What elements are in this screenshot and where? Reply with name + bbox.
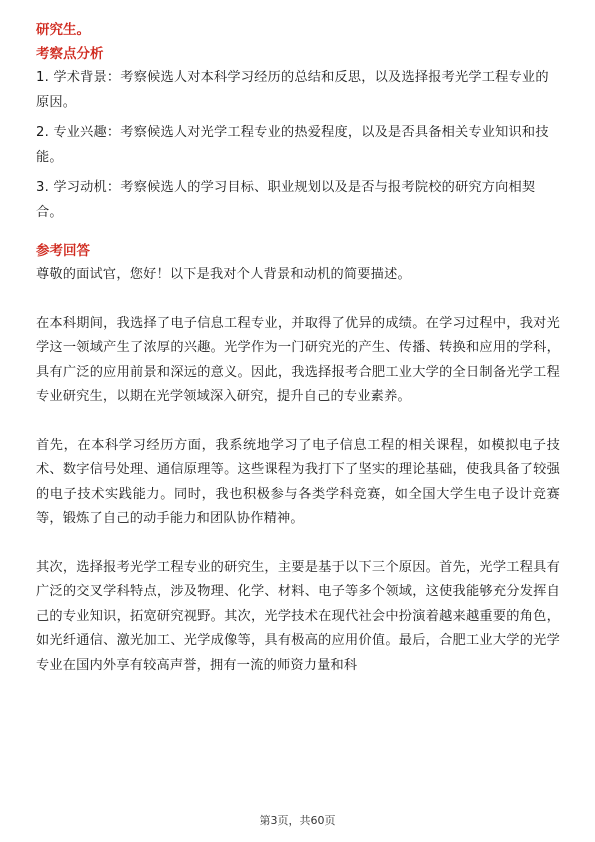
answer-heading: 参考回答 <box>36 243 90 259</box>
top-heading: 研究生。 <box>36 22 90 38</box>
analysis-heading: 考察点分析 <box>36 46 104 62</box>
analysis-item-1: 1. 学术背景：考察候选人对本科学习经历的总结和反思，以及选择报考光学工程专业的原因。 <box>36 70 549 110</box>
answer-paragraph-1: 在本科期间，我选择了电子信息工程专业，并取得了优异的成绩。在学习过程中，我对光学这一领域产生了浓厚的兴趣。光学作为一门研究光的产生、传播、转换和应用的学科，具有广泛的应用前景和深远的意义。因此，我选择报考合肥工业大学的全日制备光学工程专业研究生，以期在光学领域深入研究，提升自己的专业素养。 <box>36 315 560 404</box>
page-number: 第3页，共60页 <box>259 814 336 827</box>
answer-greeting: 尊敬的面试官，您好！以下是我对个人背景和动机的简要描述。 <box>36 267 411 282</box>
analysis-item-2: 2. 专业兴趣：考察候选人对光学工程专业的热爱程度，以及是否具备相关专业知识和技能。 <box>36 125 549 165</box>
page-content <box>36 18 560 678</box>
analysis-item-3: 3. 学习动机：考察候选人的学习目标、职业规划以及是否与报考院校的研究方向相契合。 <box>36 180 536 220</box>
answer-paragraph-3: 其次，选择报考光学工程专业的研究生，主要是基于以下三个原因。首先，光学工程具有广泛的交叉学科特点，涉及物理、化学、材料、电子等多个领域，这使我能够充分发挥自己的专业知识，拓宽研究视野。其次，光学技术在现代社会中扮演着越来越重要的角色，如光纤通信、激光加工、光学成像等，具有极高的应用价值。最后，合肥工业大学的光学专业在国内外享有较高声誉，拥有一流的师资力量和科 <box>36 559 560 673</box>
answer-paragraph-2: 首先，在本科学习经历方面，我系统地学习了电子信息工程的相关课程，如模拟电子技术、数字信号处理、通信原理等。这些课程为我打下了坚实的理论基础，使我具备了较强的电子技术实践能力。同时，我也积极参与各类学科竞赛，如全国大学生电子设计竞赛等，锻炼了自己的动手能力和团队协作精神。 <box>36 437 560 526</box>
